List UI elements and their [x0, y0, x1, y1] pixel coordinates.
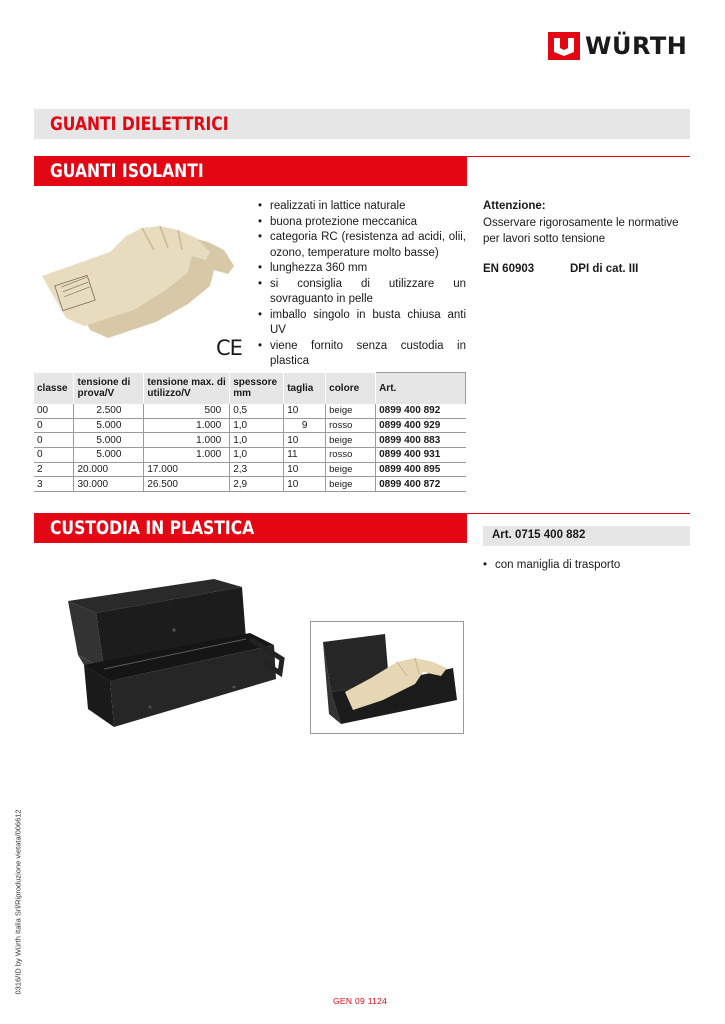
cell-class: 0: [34, 448, 74, 463]
section-rule: [467, 156, 690, 157]
cell-size: 9: [284, 418, 326, 433]
dpi-category: DPI di cat. III: [570, 263, 639, 275]
feature-item: • imballo singolo in busta chiusa anti UV: [258, 308, 466, 339]
col-header-test-voltage: tensione di prova/V: [74, 373, 144, 405]
col-header-max-voltage: tensione max. di utilizzo/V: [144, 373, 230, 405]
plastic-case-image: [64, 573, 288, 733]
cell-size: 11: [284, 448, 326, 463]
cell-article: 0899 400 892: [376, 404, 466, 418]
feature-item: • viene fornito senza custodia in plastica: [258, 339, 466, 370]
table-header-row: [34, 373, 466, 405]
attention-heading: Attenzione:: [483, 200, 546, 212]
section-title-gloves: GUANTI ISOLANTI: [50, 160, 204, 182]
feature-item: • categoria RC (resistenza ad acidi, olii, ozono, temperature molto basse): [258, 230, 466, 261]
table-row: [34, 418, 466, 433]
case-with-gloves-icon: [311, 622, 463, 733]
cell-thickness: 1,0: [230, 418, 284, 433]
cell-color: beige: [326, 462, 376, 477]
section-title-case: CUSTODIA IN PLASTICA: [50, 517, 255, 539]
section-header-case: [34, 513, 467, 543]
col-header-color: colore: [326, 373, 376, 405]
cell-article: 0899 400 931: [376, 448, 466, 463]
cell-max-voltage: 26.500: [144, 477, 230, 492]
section-header-gloves: [34, 156, 467, 186]
cell-size: 10: [284, 433, 326, 448]
cell-article: 0899 400 895: [376, 462, 466, 477]
table-row: [34, 462, 466, 477]
col-header-article: Art.: [376, 373, 466, 405]
cell-color: beige: [326, 433, 376, 448]
cell-test-voltage: 30.000: [74, 477, 144, 492]
table-row: [34, 477, 466, 492]
norm-code: EN 60903: [483, 263, 535, 275]
cell-thickness: 2,9: [230, 477, 284, 492]
section-rule: [467, 513, 690, 514]
wurth-logo: [548, 30, 696, 64]
cell-thickness: 1,0: [230, 433, 284, 448]
cell-thickness: 2,3: [230, 462, 284, 477]
gloves-image: [38, 214, 244, 344]
cell-thickness: 0,5: [230, 404, 284, 418]
cell-max-voltage: 1.000: [144, 418, 230, 433]
cell-test-voltage: 5.000: [74, 418, 144, 433]
cell-max-voltage: 500: [144, 404, 230, 418]
cell-color: rosso: [326, 418, 376, 433]
cell-thickness: 1,0: [230, 448, 284, 463]
cell-max-voltage: 17.000: [144, 462, 230, 477]
cell-max-voltage: 1.000: [144, 433, 230, 448]
cell-size: 10: [284, 404, 326, 418]
cell-color: beige: [326, 404, 376, 418]
feature-item: • realizzati in lattice naturale: [258, 199, 466, 215]
page-title-bar: [34, 109, 690, 139]
wurth-logo-mark-icon: [548, 30, 580, 62]
cell-class: 0: [34, 418, 74, 433]
cell-test-voltage: 2.500: [74, 404, 144, 418]
cell-class: 00: [34, 404, 74, 418]
cell-size: 10: [284, 477, 326, 492]
article-number-box: [483, 526, 690, 546]
col-header-thickness: spessore mm: [230, 373, 284, 405]
page-title: GUANTI DIELETTRICI: [50, 113, 229, 135]
attention-text: Osservare rigorosamente le normative per lavori sotto tensione: [483, 217, 679, 245]
table-row: [34, 433, 466, 448]
cell-class: 2: [34, 462, 74, 477]
brand-name: WÜRTH: [585, 32, 688, 60]
feature-item: • si consiglia di utilizzare un sovraguanto in pelle: [258, 277, 466, 308]
cell-article: 0899 400 872: [376, 477, 466, 492]
table-row: [34, 404, 466, 418]
cell-max-voltage: 1.000: [144, 448, 230, 463]
cell-class: 0: [34, 433, 74, 448]
cell-article: 0899 400 883: [376, 433, 466, 448]
cell-article: 0899 400 929: [376, 418, 466, 433]
cell-test-voltage: 20.000: [74, 462, 144, 477]
footer-code: GEN 09 1124: [333, 996, 388, 1006]
cell-test-voltage: 5.000: [74, 433, 144, 448]
cell-size: 10: [284, 462, 326, 477]
feature-item: • lunghezza 360 mm: [258, 261, 466, 277]
case-feature-list: [483, 558, 693, 574]
gloves-feature-list: [258, 199, 466, 370]
cell-color: beige: [326, 477, 376, 492]
col-header-class: classe: [34, 373, 74, 405]
feature-item: • con maniglia di trasporto: [483, 558, 693, 574]
article-number: Art. 0715 400 882: [492, 529, 586, 541]
cell-color: rosso: [326, 448, 376, 463]
copyright-note: 0316/ID by Würth Italia Srl/Riproduzione vietata/006612: [13, 809, 23, 995]
case-with-gloves-image: [310, 621, 464, 734]
col-header-size: taglia: [284, 373, 326, 405]
cell-class: 3: [34, 477, 74, 492]
ce-mark-icon: CE: [216, 336, 242, 360]
table-row: [34, 448, 466, 463]
feature-item: • buona protezione meccanica: [258, 215, 466, 231]
cell-test-voltage: 5.000: [74, 448, 144, 463]
spec-table: [34, 372, 466, 492]
